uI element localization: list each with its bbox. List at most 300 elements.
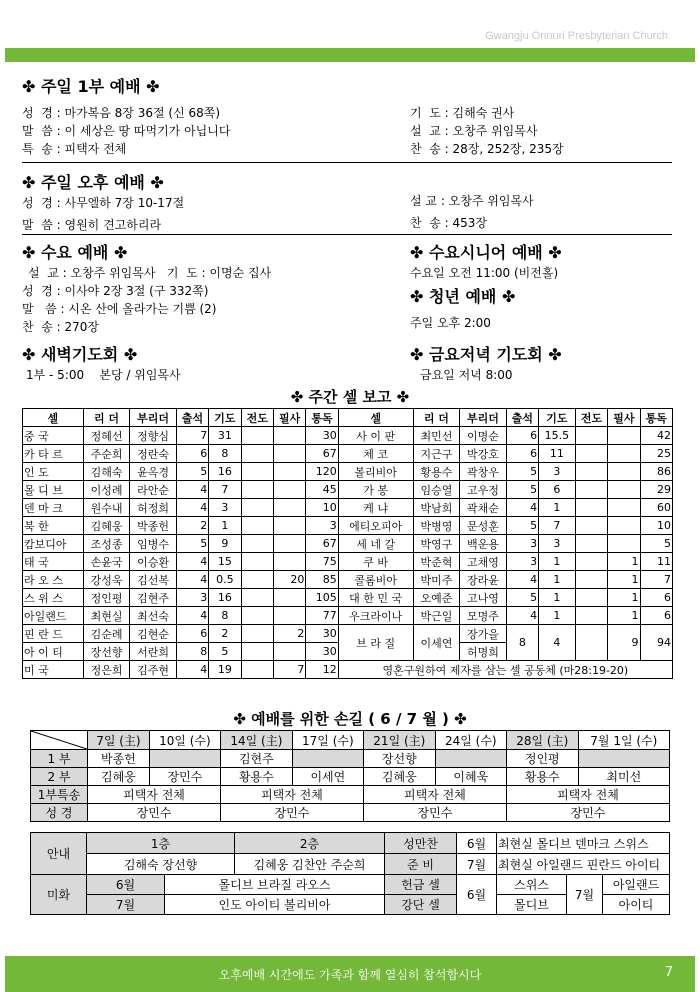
cell-value: 아일랜드 xyxy=(23,607,84,625)
cell-value: 77 xyxy=(306,607,338,625)
brazil-subleader: 허명희 xyxy=(460,643,507,661)
cell-value: 30 xyxy=(306,625,338,643)
worship1-title: ✤ 주일 1부 예배 ✤ xyxy=(22,77,160,96)
cell-value: 라 오 스 xyxy=(23,571,84,589)
footer-message: 오후예배 시간에도 가족과 함께 열심히 참석합시다 xyxy=(218,968,482,982)
cell-value: 67 xyxy=(306,445,338,463)
cell-value: 태 국 xyxy=(23,553,84,571)
church-name: Gwangju Onnuri Presbyterian Church xyxy=(485,30,668,42)
cell-value: 박강호 xyxy=(460,445,507,463)
r1-cell: 정인평 xyxy=(506,750,578,768)
cell-value xyxy=(241,643,273,661)
row-label: 1부특송 xyxy=(31,786,88,804)
cell-value: 1 xyxy=(539,553,576,571)
helpers-table-3 xyxy=(30,874,670,915)
cell-value: 4 xyxy=(176,571,208,589)
cell-value: 라안순 xyxy=(130,481,177,499)
divider xyxy=(22,162,672,163)
cell-value: 29 xyxy=(640,481,672,499)
dawn-title: ✤ 새벽기도회 ✤ xyxy=(22,345,138,364)
pulpit-label: 강단 셀 xyxy=(385,895,457,915)
cell-header: 셀 xyxy=(23,409,84,427)
cell-value: 박미주 xyxy=(413,571,460,589)
cell-value xyxy=(273,643,305,661)
cell-header: 통독 xyxy=(640,409,672,427)
cell-value: 케 냐 xyxy=(338,499,413,517)
cell-value xyxy=(608,499,640,517)
cell-value: 미 국 xyxy=(23,661,84,679)
cell-value: 백운용 xyxy=(460,535,507,553)
off-cell: 아일랜드 xyxy=(603,875,670,895)
cell-value: 윤옥경 xyxy=(130,463,177,481)
helpers-table-2 xyxy=(30,832,670,875)
cell-value: 북 한 xyxy=(23,517,84,535)
cell-value: 중 국 xyxy=(23,427,84,445)
cell-value: 임병수 xyxy=(130,535,177,553)
cell-value: 허정희 xyxy=(130,499,177,517)
cell-value: 6 xyxy=(539,481,576,499)
brazil-subleader: 장가을 xyxy=(460,625,507,643)
guide-names: 김혜웅 김찬안 주순희 xyxy=(235,854,385,875)
cell-value: 4 xyxy=(506,571,538,589)
r2-cell: 김혜웅 xyxy=(88,768,150,786)
cell-value xyxy=(273,445,305,463)
cell-value xyxy=(273,607,305,625)
cell-value: 86 xyxy=(640,463,672,481)
cell-value: 박준혁 xyxy=(413,553,460,571)
cell-header: 셀 xyxy=(338,409,413,427)
offering-label: 헌금 셀 xyxy=(385,875,457,895)
table-row xyxy=(23,517,673,535)
off-cell: 아이티 xyxy=(603,895,670,915)
cell-value: 김순례 xyxy=(83,625,130,643)
supper-label: 성만찬 xyxy=(385,833,457,854)
senior-title: ✤ 수요시니어 예배 ✤ xyxy=(410,243,562,262)
cell-value: 4 xyxy=(506,607,538,625)
cell-header: 리 더 xyxy=(83,409,130,427)
cell-value: 30 xyxy=(306,427,338,445)
cell-value: 5 xyxy=(506,481,538,499)
worship1-right-2: 설 교 : 오창주 위임목사 xyxy=(410,124,538,138)
r4-cell: 장민수 xyxy=(88,804,221,822)
cell-value: 손윤국 xyxy=(83,553,130,571)
r1-blank xyxy=(435,750,506,768)
date-header: 24일 (수) xyxy=(435,731,506,750)
date-header: 14일 (主) xyxy=(221,731,293,750)
brazil-attendance: 8 xyxy=(506,625,538,661)
cell-value xyxy=(608,535,640,553)
cell-value: 3 xyxy=(506,553,538,571)
guide-floor: 2층 xyxy=(235,833,385,854)
cell-value: 1 xyxy=(209,517,241,535)
cell-value: 4 xyxy=(176,607,208,625)
date-header: 7일 (主) xyxy=(88,731,150,750)
cell-value: 쿠 바 xyxy=(338,553,413,571)
cell-value: 5 xyxy=(209,643,241,661)
cell-value: 16 xyxy=(209,463,241,481)
cell-value: 콜롬비아 xyxy=(338,571,413,589)
cell-value: 강성욱 xyxy=(83,571,130,589)
supper-month: 6월 xyxy=(457,833,497,854)
cell-value: 5 xyxy=(506,589,538,607)
cell-value: 10 xyxy=(640,517,672,535)
table-row xyxy=(23,661,673,679)
cell-value: 3 xyxy=(306,517,338,535)
cell-value xyxy=(273,427,305,445)
cell-value: 7 xyxy=(640,571,672,589)
cell-value xyxy=(273,517,305,535)
wed-line-1: 설 교 : 오창주 위임목사 기 도 : 이명순 집사 xyxy=(28,266,272,280)
wed-line-2: 성 경 : 이사야 2장 3절 (구 332쪽) xyxy=(22,284,209,298)
cell-value: 10 xyxy=(306,499,338,517)
cell-value: 대 한 민 국 xyxy=(338,589,413,607)
cell-value: 곽채순 xyxy=(460,499,507,517)
date-header: 7월 1일 (수) xyxy=(578,731,669,750)
cell-value: 8 xyxy=(209,445,241,463)
r1-cell: 김현주 xyxy=(221,750,293,768)
pm-right-2: 찬 송 : 453장 xyxy=(410,216,487,230)
cell-value xyxy=(575,463,607,481)
cell-header: 전도 xyxy=(575,409,607,427)
cell-value: 고우정 xyxy=(460,481,507,499)
cell-value: 박남희 xyxy=(413,499,460,517)
cell-value: 김주현 xyxy=(130,661,177,679)
cell-value: 3 xyxy=(506,535,538,553)
cell-value: 가 봉 xyxy=(338,481,413,499)
cell-value: 1 xyxy=(608,607,640,625)
cell-header: 필사 xyxy=(273,409,305,427)
wed-title: ✤ 수요 예배 ✤ xyxy=(22,243,128,262)
cell-value: 30 xyxy=(306,643,338,661)
cell-value: 서란희 xyxy=(130,643,177,661)
r1-blank xyxy=(578,750,669,768)
cell-value: 캄보디아 xyxy=(23,535,84,553)
cell-value xyxy=(575,553,607,571)
r1-cell: 장선향 xyxy=(363,750,435,768)
cell-value: 1 xyxy=(539,499,576,517)
cell-header: 기도 xyxy=(209,409,241,427)
cell-value: 황용수 xyxy=(413,463,460,481)
wed-section xyxy=(22,242,402,336)
date-header: 10일 (수) xyxy=(149,731,220,750)
cell-value: 정향심 xyxy=(130,427,177,445)
cell-value: 고채영 xyxy=(460,553,507,571)
cell-value xyxy=(241,481,273,499)
cell-value: 12 xyxy=(306,661,338,679)
cell-value: 6 xyxy=(176,625,208,643)
r1-blank xyxy=(149,750,220,768)
cell-value: 김선복 xyxy=(130,571,177,589)
cell-value xyxy=(273,499,305,517)
brazil-copy: 9 xyxy=(608,625,640,661)
beauty-month: 7월 xyxy=(87,895,165,915)
off-month: 6월 xyxy=(457,875,497,915)
r2-cell: 김혜웅 xyxy=(363,768,435,786)
cell-value: 이명순 xyxy=(460,427,507,445)
beauty-cells: 인도 아이티 볼리비아 xyxy=(165,895,385,915)
cell-value: 주순희 xyxy=(83,445,130,463)
cell-value xyxy=(608,463,640,481)
worship1-right-1: 기 도 : 김해숙 권사 xyxy=(410,106,515,120)
cell-value: 박영구 xyxy=(413,535,460,553)
cell-value xyxy=(241,553,273,571)
cell-value: 사 이 판 xyxy=(338,427,413,445)
brazil-cell: 브 라 질 xyxy=(338,625,413,661)
cell-value: 45 xyxy=(306,481,338,499)
cell-value: 박종헌 xyxy=(130,517,177,535)
cell-value: 세 네 갈 xyxy=(338,535,413,553)
cell-value: 42 xyxy=(640,427,672,445)
cell-value: 19 xyxy=(209,661,241,679)
brazil-read: 94 xyxy=(640,625,672,661)
r4-cell: 장민수 xyxy=(221,804,364,822)
cell-value xyxy=(273,481,305,499)
cell-value: 4 xyxy=(176,553,208,571)
cell-value: 3 xyxy=(539,535,576,553)
brazil-leader: 이세연 xyxy=(413,625,460,661)
cell-value: 지근구 xyxy=(413,445,460,463)
cell-value: 우크라이나 xyxy=(338,607,413,625)
cell-value xyxy=(575,427,607,445)
worship1-left-1: 성 경 : 마가복음 8장 36절 (신 68쪽) xyxy=(22,106,221,120)
table-row xyxy=(23,445,673,463)
cell-value: 2 xyxy=(273,625,305,643)
off-month: 7월 xyxy=(567,875,603,915)
cell-value: 60 xyxy=(640,499,672,517)
cell-value: 85 xyxy=(306,571,338,589)
cell-value xyxy=(241,607,273,625)
cell-value: 모명주 xyxy=(460,607,507,625)
cell-value xyxy=(273,553,305,571)
pm-left-2: 말 씀 : 영원히 견고하리라 xyxy=(22,218,162,232)
cell-value: 체 코 xyxy=(338,445,413,463)
helpers-table xyxy=(30,730,670,822)
cell-value: 아 이 티 xyxy=(23,643,84,661)
cell-value: 정은희 xyxy=(83,661,130,679)
cell-value xyxy=(241,571,273,589)
cell-value: 정혜선 xyxy=(83,427,130,445)
cell-value: 정인평 xyxy=(83,589,130,607)
cell-value: 4 xyxy=(506,499,538,517)
supper-month: 7월 xyxy=(457,854,497,875)
cell-value xyxy=(273,589,305,607)
prep-label: 준 비 xyxy=(385,854,457,875)
cell-value xyxy=(575,445,607,463)
cell-value: 3 xyxy=(209,499,241,517)
dawn-line: 1부 - 5:00 본당 / 위임목사 xyxy=(26,368,181,382)
cell-report-footer: 영혼구원하여 제자를 삼는 셀 공동체 (마28:19-20) xyxy=(338,661,672,679)
off-cell: 스위스 xyxy=(497,875,567,895)
cell-header: 출석 xyxy=(176,409,208,427)
cell-value: 16 xyxy=(209,589,241,607)
cell-value: 7 xyxy=(539,517,576,535)
cell-value: 김혜웅 xyxy=(83,517,130,535)
cell-value: 1 xyxy=(539,607,576,625)
cell-value xyxy=(273,535,305,553)
cell-header: 필사 xyxy=(608,409,640,427)
table-row xyxy=(23,481,673,499)
cell-value: 4 xyxy=(176,499,208,517)
cell-value: 6 xyxy=(506,427,538,445)
r2-cell: 장민수 xyxy=(149,768,220,786)
wed-line-4: 찬 송 : 270장 xyxy=(22,320,99,334)
table-row xyxy=(23,589,673,607)
divider xyxy=(22,234,672,235)
cell-value: 0.5 xyxy=(209,571,241,589)
cell-value: 120 xyxy=(306,463,338,481)
cell-value: 20 xyxy=(273,571,305,589)
pm-section xyxy=(22,172,402,234)
top-bar xyxy=(5,48,695,62)
worship1-left-2: 말 씀 : 이 세상은 땅 따먹기가 아닙니다 xyxy=(22,124,231,138)
cell-value xyxy=(608,517,640,535)
brazil-evangelism xyxy=(575,625,607,661)
cell-report-title: ✤ 주간 셀 보고 ✤ xyxy=(290,388,410,406)
youth-title: ✤ 청년 예배 ✤ xyxy=(410,287,516,306)
cell-value: 이승환 xyxy=(130,553,177,571)
guide-floor: 1층 xyxy=(87,833,235,854)
r3-cell: 피택자 전체 xyxy=(363,786,506,804)
guide-label: 안내 xyxy=(31,833,87,875)
cell-value: 3 xyxy=(176,589,208,607)
cell-value: 5 xyxy=(176,463,208,481)
cell-value: 장선향 xyxy=(83,643,130,661)
cell-value: 1 xyxy=(608,589,640,607)
table-row xyxy=(23,553,673,571)
cell-value: 최민선 xyxy=(413,427,460,445)
friday-title: ✤ 금요저녁 기도회 ✤ xyxy=(410,345,562,364)
cell-report-table xyxy=(22,408,673,679)
cell-value: 4 xyxy=(176,661,208,679)
cell-value: 9 xyxy=(209,535,241,553)
cell-header: 기도 xyxy=(539,409,576,427)
cell-value: 장라윤 xyxy=(460,571,507,589)
r2-cell: 황용수 xyxy=(221,768,293,786)
table-row xyxy=(23,625,673,643)
cell-value xyxy=(273,463,305,481)
cell-value: 카 타 르 xyxy=(23,445,84,463)
cell-value: 핀 란 드 xyxy=(23,625,84,643)
cell-value xyxy=(241,445,273,463)
r3-cell: 피택자 전체 xyxy=(88,786,221,804)
off-cell: 몰디브 xyxy=(497,895,567,915)
cell-value: 7 xyxy=(176,427,208,445)
supper-cells: 최현실 아일랜드 핀란드 아이티 xyxy=(497,854,670,875)
cell-value: 임승열 xyxy=(413,481,460,499)
cell-value: 75 xyxy=(306,553,338,571)
cell-value: 몰 디 브 xyxy=(23,481,84,499)
helpers-title: ✤ 예배를 위한 손길 ( 6 / 7 월 ) ✤ xyxy=(233,710,467,728)
date-header: 28일 (主) xyxy=(506,731,578,750)
cell-value: 11 xyxy=(640,553,672,571)
r4-cell: 장민수 xyxy=(506,804,669,822)
senior-line: 수요일 오전 11:00 (비전홀) xyxy=(410,266,559,280)
cell-value: 5 xyxy=(506,463,538,481)
table-row xyxy=(23,427,673,445)
cell-value: 김현순 xyxy=(130,625,177,643)
wed-line-3: 말 씀 : 시온 산에 올라가는 기쁨 (2) xyxy=(22,302,217,316)
cell-value: 오예준 xyxy=(413,589,460,607)
cell-value xyxy=(241,499,273,517)
cell-value: 25 xyxy=(640,445,672,463)
cell-value: 11 xyxy=(539,445,576,463)
cell-value: 31 xyxy=(209,427,241,445)
worship1-left-3: 특 송 : 피택자 전체 xyxy=(22,142,127,156)
cell-value: 15 xyxy=(209,553,241,571)
table-row xyxy=(23,607,673,625)
cell-header: 리 더 xyxy=(413,409,460,427)
beauty-label: 미화 xyxy=(31,875,87,915)
cell-value xyxy=(575,607,607,625)
r2-cell: 이세연 xyxy=(292,768,363,786)
r3-cell: 피택자 전체 xyxy=(506,786,669,804)
cell-value xyxy=(575,535,607,553)
row-label: 2 부 xyxy=(31,768,88,786)
cell-value xyxy=(575,517,607,535)
senior-section xyxy=(410,242,680,332)
cell-value xyxy=(241,427,273,445)
cell-value: 5 xyxy=(506,517,538,535)
cell-header: 출석 xyxy=(506,409,538,427)
friday-section xyxy=(410,344,680,384)
cell-value: 1 xyxy=(608,553,640,571)
row-label: 1 부 xyxy=(31,750,88,768)
cell-value: 인 도 xyxy=(23,463,84,481)
cell-value xyxy=(241,589,273,607)
cell-value: 8 xyxy=(209,607,241,625)
worship1-right-3: 찬 송 : 28장, 252장, 235장 xyxy=(410,142,564,156)
cell-value xyxy=(241,535,273,553)
cell-value: 원수내 xyxy=(83,499,130,517)
table-row xyxy=(23,463,673,481)
page-number: 7 xyxy=(664,965,673,980)
cell-value: 2 xyxy=(176,517,208,535)
table-row xyxy=(23,535,673,553)
cell-value: 3 xyxy=(539,463,576,481)
cell-header: 통독 xyxy=(306,409,338,427)
cell-value: 7 xyxy=(273,661,305,679)
cell-header: 전도 xyxy=(241,409,273,427)
r3-cell: 피택자 전체 xyxy=(221,786,364,804)
cell-value: 5 xyxy=(640,535,672,553)
cell-value xyxy=(575,499,607,517)
cell-value: 김현주 xyxy=(130,589,177,607)
cell-value: 곽창우 xyxy=(460,463,507,481)
cell-value xyxy=(241,625,273,643)
cell-value: 박근일 xyxy=(413,607,460,625)
cell-value: 67 xyxy=(306,535,338,553)
cell-value: 문성훈 xyxy=(460,517,507,535)
cell-value: 1 xyxy=(539,589,576,607)
cell-value: 8 xyxy=(176,643,208,661)
r4-cell: 장민수 xyxy=(363,804,506,822)
cell-value xyxy=(241,463,273,481)
pm-right xyxy=(410,192,680,232)
row-label: 성 경 xyxy=(31,804,88,822)
beauty-month: 6월 xyxy=(87,875,165,895)
cell-value: 6 xyxy=(640,589,672,607)
cell-value: 2 xyxy=(209,625,241,643)
cell-value: 4 xyxy=(176,481,208,499)
cell-value: 에티오피아 xyxy=(338,517,413,535)
beauty-cells: 몰디브 브라질 라오스 xyxy=(165,875,385,895)
supper-cells: 최현실 몰디브 덴마크 스위스 xyxy=(497,833,670,854)
cell-value: 1 xyxy=(608,571,640,589)
cell-value: 6 xyxy=(640,607,672,625)
cell-value: 볼리비아 xyxy=(338,463,413,481)
cell-value xyxy=(241,517,273,535)
r2-cell: 황용수 xyxy=(506,768,578,786)
